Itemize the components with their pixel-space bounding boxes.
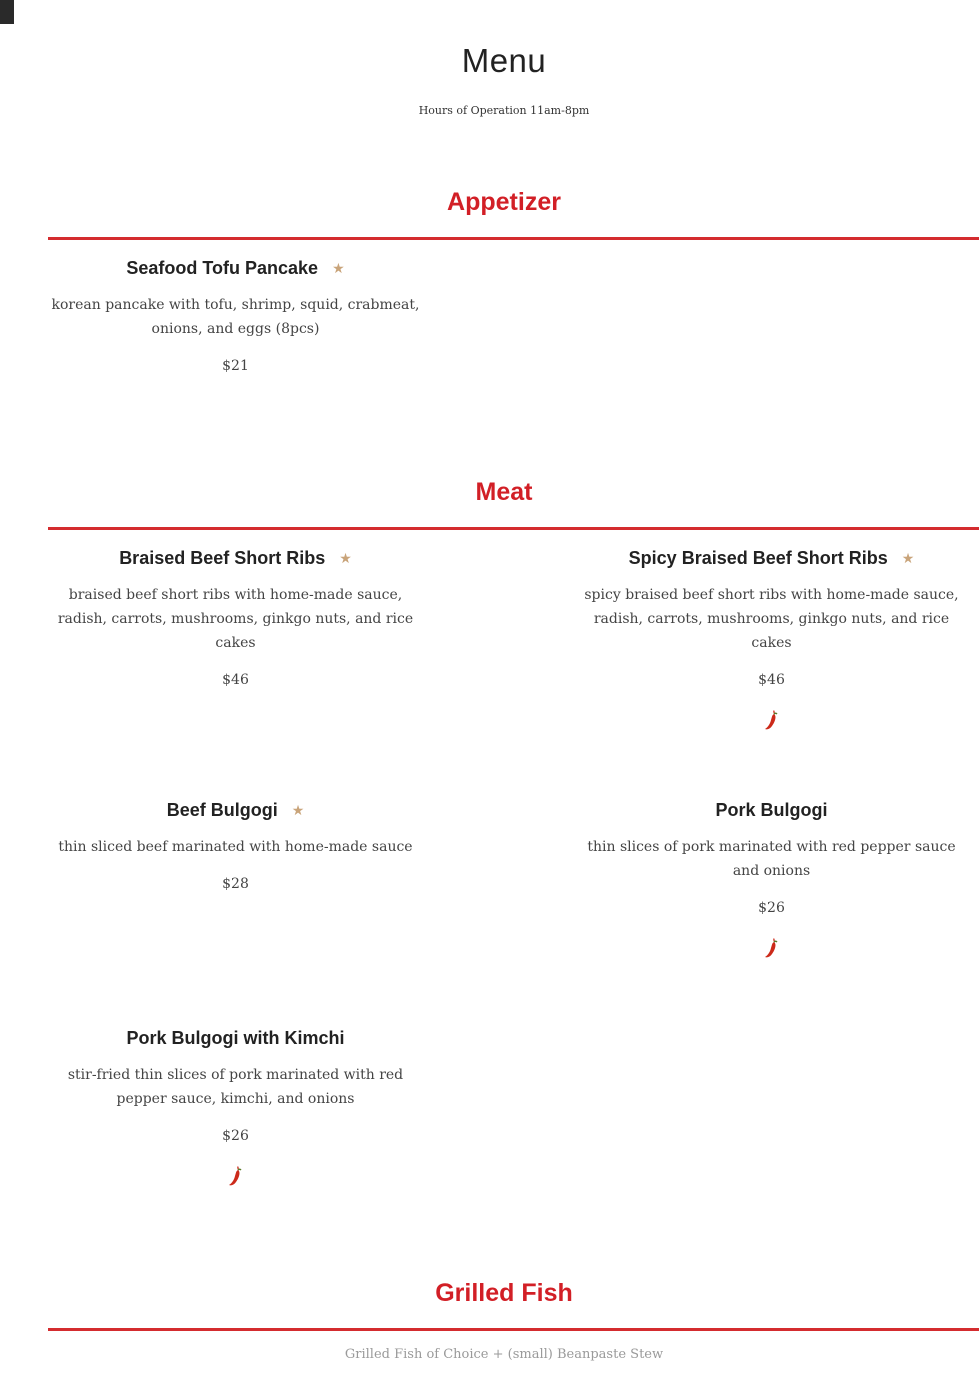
item-name: Pork Bulgogi <box>715 800 828 820</box>
item-name: Beef Bulgogi <box>166 800 278 820</box>
star-icon: ★ <box>339 550 352 566</box>
hours-of-operation: Hours of Operation 11am-8pm <box>418 104 590 117</box>
chili-pepper-icon <box>584 708 959 732</box>
section-title-meat: Meat <box>475 478 533 506</box>
item-description: braised beef short ribs with home-made sauce, radish, carrots, mushrooms, ginkgo nuts, and rice cakes <box>57 587 414 651</box>
menu-item <box>48 256 423 374</box>
item-price: $21 <box>222 358 249 374</box>
item-description: korean pancake with tofu, shrimp, squid, crabmeat, onions, and eggs (8pcs) <box>51 297 420 337</box>
item-price: $26 <box>222 1128 249 1144</box>
chili-pepper-icon <box>48 1164 423 1188</box>
section-divider <box>48 527 979 530</box>
section-divider <box>48 237 979 240</box>
item-price: $46 <box>222 672 249 688</box>
section-title-appetizer: Appetizer <box>447 188 561 216</box>
menu-item <box>48 798 423 892</box>
item-name: Seafood Tofu Pancake <box>126 258 319 278</box>
item-price: $28 <box>222 876 249 892</box>
section-divider <box>48 1328 979 1331</box>
star-icon: ★ <box>332 260 345 276</box>
item-description: spicy braised beef short ribs with home-made sauce, radish, carrots, mushrooms, ginkgo nuts, and rice cakes <box>584 587 959 651</box>
chili-pepper-icon <box>584 936 959 960</box>
menu-item <box>48 546 423 688</box>
page-title: Menu <box>461 42 547 79</box>
corner-thumbnail <box>0 0 14 24</box>
section-title-grilled-fish: Grilled Fish <box>435 1279 573 1307</box>
menu-item <box>584 798 959 960</box>
item-price: $26 <box>758 900 785 916</box>
item-name: Pork Bulgogi with Kimchi <box>126 1028 345 1048</box>
star-icon: ★ <box>291 802 305 818</box>
item-description: thin sliced beef marinated with home-made sauce <box>58 839 413 855</box>
menu-item <box>584 546 959 732</box>
section-note: Grilled Fish of Choice + (small) Beanpaste Stew <box>344 1347 664 1362</box>
item-description: stir-fried thin slices of pork marinated with red pepper sauce, kimchi, and onions <box>67 1067 404 1107</box>
item-description: thin slices of pork marinated with red pepper sauce and onions <box>587 839 956 879</box>
item-price: $46 <box>758 672 785 688</box>
item-name: Braised Beef Short Ribs <box>119 548 326 568</box>
menu-item <box>48 1026 423 1188</box>
item-name: Spicy Braised Beef Short Ribs <box>628 548 888 568</box>
star-icon: ★ <box>901 550 915 566</box>
